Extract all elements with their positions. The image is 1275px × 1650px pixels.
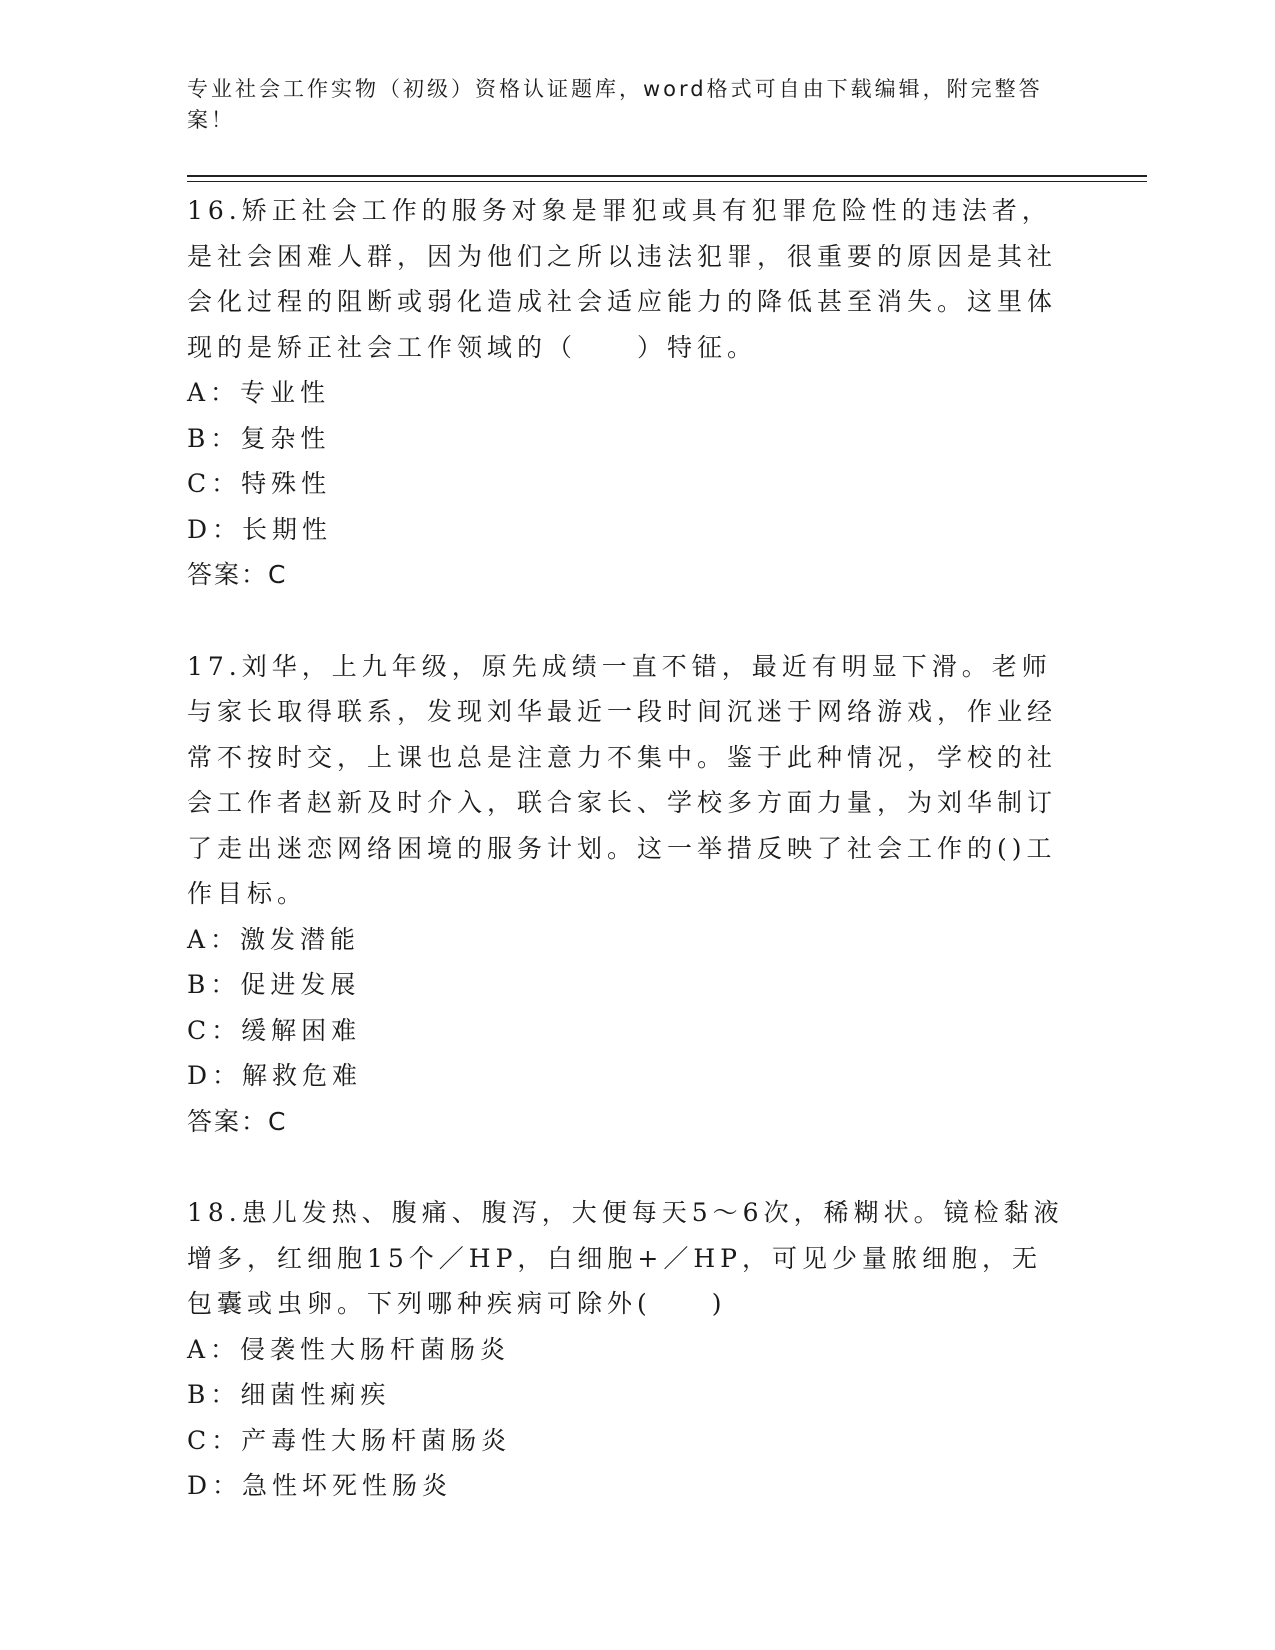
option-c: C：缓解困难 — [187, 1015, 362, 1045]
question-17 — [187, 644, 1067, 1145]
option-b: B：促进发展 — [187, 970, 361, 999]
question-stem: 16.矫正社会工作的服务对象是罪犯或具有犯罪危险性的违法者，是社会困难人群，因为他们之所以违法犯罪，很重要的原因是其社会化过程的阻断或弱化造成社会适应能力的降低甚至消失。这里体现的是矫正社会工作领域的（ ）特征。 — [187, 196, 1058, 362]
header-rule-thin — [187, 181, 1147, 182]
option-list — [187, 370, 1067, 552]
option-b: B：细菌性痢疾 — [187, 1380, 391, 1409]
question-list — [187, 188, 1067, 1555]
option-list — [187, 917, 1067, 1099]
header-rule-thick — [187, 175, 1147, 177]
option-d: D：急性坏死性肠炎 — [187, 1471, 453, 1500]
document-header: 专业社会工作实物（初级）资格认证题库，word格式可自由下载编辑，附完整答案！ — [187, 77, 1043, 132]
question-stem: 17.刘华，上九年级，原先成绩一直不错，最近有明显下滑。老师与家长取得联系，发现刘华最近一段时间沉迷于网络游戏，作业经常不按时交，上课也总是注意力不集中。鉴于此种情况，学校的社会工作者赵新及时介入，联合家长、学校多方面力量，为刘华制订了走出迷恋网络困境的服务计划。这一举措反映了社会工作的()工作目标。 — [187, 651, 1058, 908]
question-stem: 18.患儿发热、腹痛、腹泻，大便每天5～6次，稀糊状。镜检黏液增多，红细胞15个／HP，白细胞+／HP，可见少量脓细胞，无包囊或虫卵。下列哪种疾病可除外( ) — [187, 1198, 1064, 1318]
answer-label: 答案：C — [187, 1106, 288, 1136]
option-list — [187, 1327, 1067, 1509]
option-c: C：产毒性大肠杆菌肠炎 — [187, 1425, 512, 1455]
option-b: B：复杂性 — [187, 423, 331, 453]
option-a: A：侵袭性大肠杆菌肠炎 — [187, 1334, 511, 1364]
option-a: A：激发潜能 — [187, 924, 361, 954]
option-d: D：解救危难 — [187, 1061, 363, 1090]
question-16 — [187, 188, 1067, 598]
option-a: A：专业性 — [187, 378, 331, 407]
question-18 — [187, 1190, 1067, 1509]
answer-label: 答案：C — [187, 560, 288, 589]
option-d: D：长期性 — [187, 514, 333, 544]
option-c: C：特殊性 — [187, 469, 332, 498]
